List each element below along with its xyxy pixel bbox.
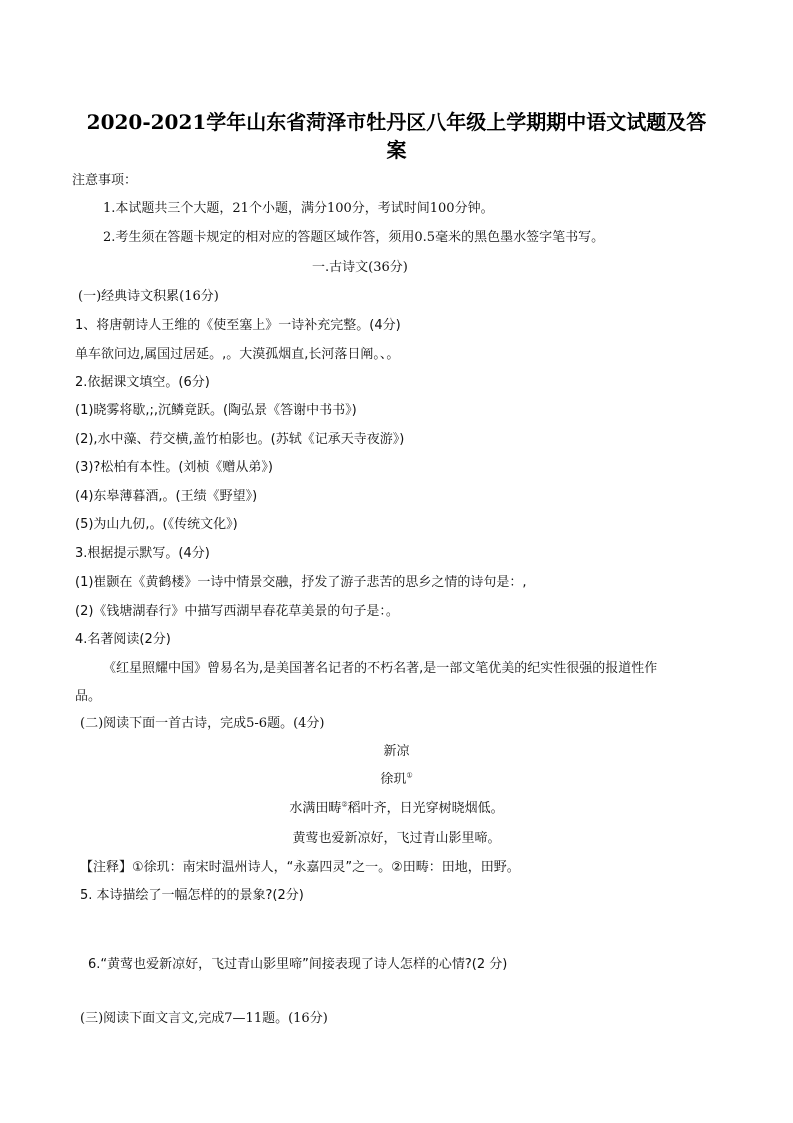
question-1: 1、将唐朝诗人王维的《使至塞上》一诗补充完整。(4分) [75, 318, 401, 333]
document-title-line-1: 2020-2021学年山东省菏泽市牡丹区八年级上学期期中语文试题及答 [86, 110, 707, 134]
part-heading-3: (三)阅读下面文言文,完成7—11题。(16分) [80, 1011, 328, 1026]
question-2-item-4: (4)东皋薄暮酒,。(王绩《野望》) [75, 489, 258, 504]
question-3-item-1: (1)崔颢在《黄鹤楼》一诗中情景交融，抒发了游子悲苦的思乡之情的诗句是：, [75, 575, 527, 590]
poem-title: 新凉 [383, 744, 410, 759]
question-2: 2.依据课文填空。(6分) [75, 375, 210, 390]
notice-item-2: 2.考生须在答题卡规定的相对应的答题区域作答，须用0.5毫米的黑色墨水签字笔书写。 [103, 230, 605, 245]
poem-line-1-part-a: 水满田畴 [289, 801, 342, 816]
poem-author-name: 徐玑 [380, 772, 407, 787]
question-2-item-3: (3)?松柏有本性。(刘桢《赠从弟》) [75, 460, 273, 475]
question-5: 5. 本诗描绘了一幅怎样的的景象?(2分) [80, 888, 304, 903]
part-heading-1: (一)经典诗文积累(16分) [78, 289, 219, 304]
question-2-item-1: (1)晓雾将歇,;,沉鳞竟跃。(陶弘景《答谢中书书》) [75, 403, 357, 418]
question-2-item-5: (5)为山九仞,。(《传统文化》) [75, 517, 238, 532]
poem-annotation: 【注释】①徐玑：南宋时温州诗人，“永嘉四灵”之一。②田畴：田地，田野。 [80, 860, 520, 875]
question-3: 3.根据提示默写。(4分) [75, 546, 210, 561]
section-heading-1: 一.古诗文(36分) [312, 260, 408, 275]
notice-item-1: 1.本试题共三个大题，21个小题，满分100分，考试时间100分钟。 [103, 201, 494, 216]
poem-author [0, 772, 793, 788]
poem-line-1-note-mark: ② [341, 800, 348, 809]
question-3-item-2: (2)《钱塘湖春行》中描写西湖早春花草美景的句子是：。 [75, 604, 399, 619]
question-4: 4.名著阅读(2分) [75, 632, 171, 647]
question-6: 6.“黄莺也爱新凉好，飞过青山影里啼”间接表现了诗人怎样的心情?(2 分) [88, 957, 508, 972]
notice-heading: 注意事项： [72, 173, 138, 188]
poem-line-1-part-b: 稻叶齐，日光穿树晓烟低。 [347, 801, 504, 816]
poem-author-note-mark: ① [406, 771, 413, 780]
question-4-text: 《红星照耀中国》曾易名为,是美国著名记者的不朽名著,是一部文笔优美的纪实性很强的报道性作 [103, 661, 658, 676]
poem-line-2: 黄莺也爱新凉好，飞过青山影里啼。 [292, 831, 501, 846]
part-heading-2: (二)阅读下面一首古诗，完成5-6题。(4分) [80, 716, 325, 731]
document-title-line-2: 案 [386, 138, 407, 162]
poem-line-1 [0, 801, 793, 817]
question-4-text-continued: 品。 [75, 689, 102, 704]
question-1-text: 单车欲问边,属国过居延。,。大漠孤烟直,长河落日阐。、。 [75, 347, 400, 362]
question-2-item-2: (2),水中藻、荇交横,盖竹柏影也。(苏轼《记承天寺夜游》) [75, 432, 405, 447]
